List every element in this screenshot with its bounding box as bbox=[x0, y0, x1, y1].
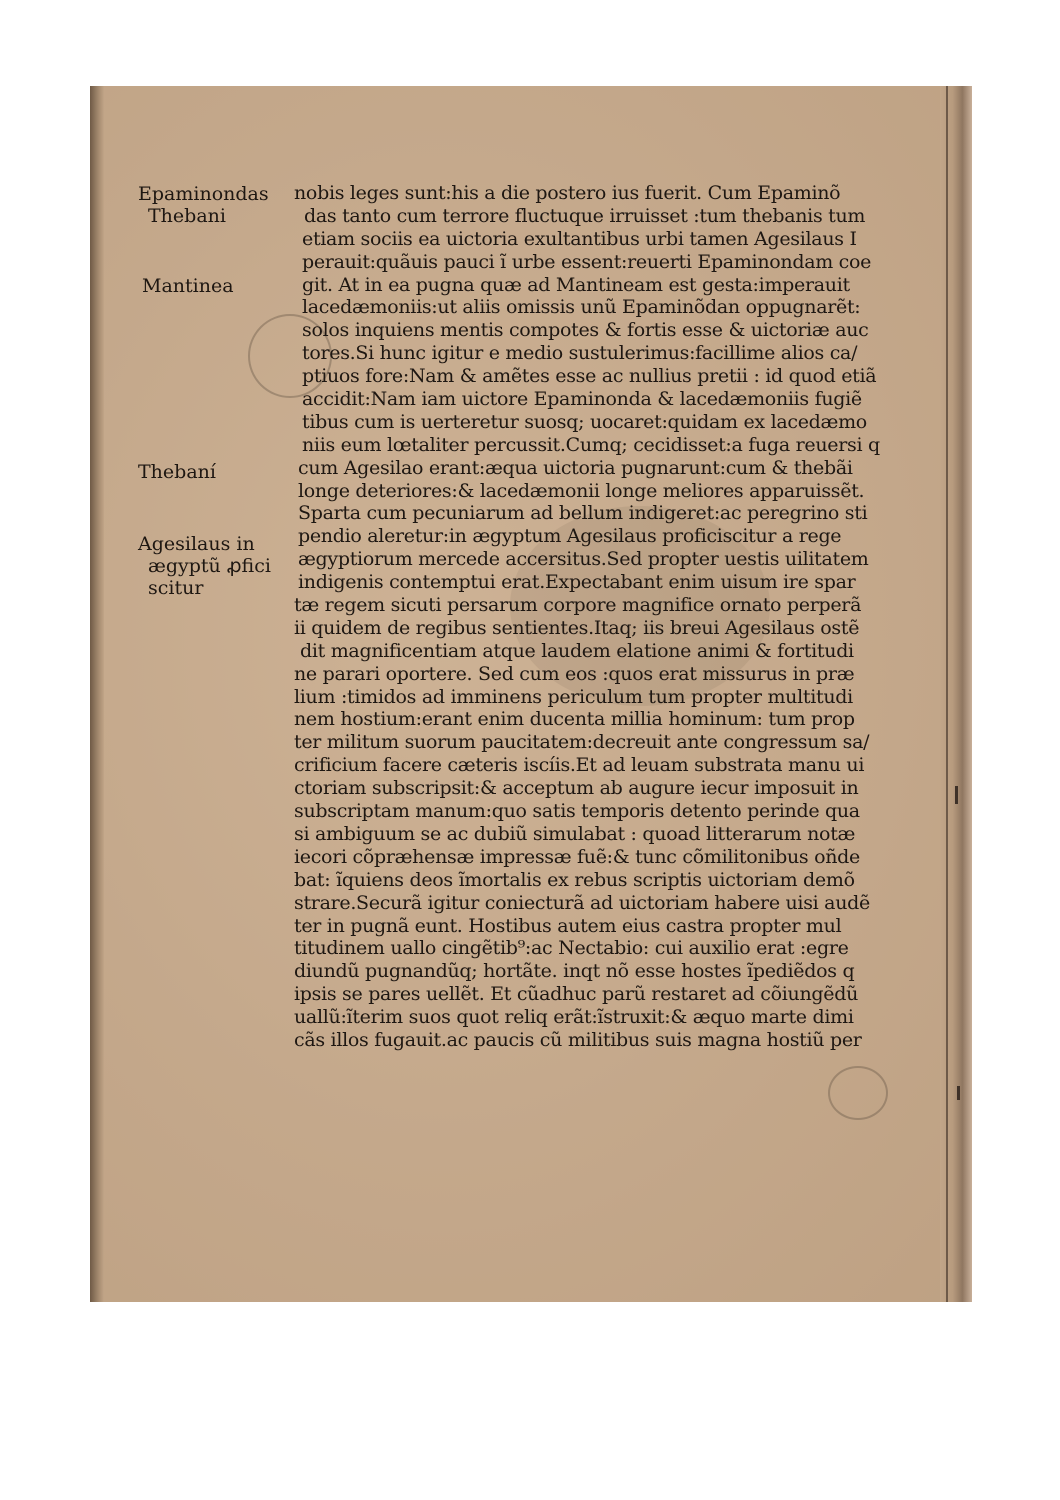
text-line: etiam sociis ea uictoria exultantibus urbi tamen Agesilaus I bbox=[302, 227, 857, 250]
text-line: bat: ĩquiens deos ĩmortalis ex rebus scriptis uictoriam demõ bbox=[294, 868, 855, 891]
text-line: indigenis contemptui erat.Expectabant enim uisum ire spar bbox=[298, 571, 856, 594]
text-line: lium :timidos ad imminens periculum tum propter multitudi bbox=[294, 685, 853, 708]
margin-note-epaminondas: Epaminondas bbox=[138, 183, 269, 205]
text-line: ctoriam subscripsit:& acceptum ab augure iecur imposuit in bbox=[294, 777, 859, 800]
page-edge-mark bbox=[955, 786, 958, 804]
text-line: titudinem uallo cingẽtib⁹:ac Nectabio: cui auxilio erat :egre bbox=[294, 937, 849, 960]
gutter-line bbox=[946, 86, 948, 1302]
text-line: ægyptiorum mercede accersitus.Sed propter uestis uilitatem bbox=[298, 548, 869, 571]
binding-edge bbox=[90, 86, 104, 1302]
text-line: cum Agesilao erant:æqua uictoria pugnarunt:cum & thebãi bbox=[298, 456, 853, 479]
margin-note-aegyptum: ægyptũ ꝓfici bbox=[148, 555, 271, 577]
text-line: ter in pugnã eunt. Hostibus autem eius castra propter mul bbox=[294, 914, 842, 937]
margin-note-mantinea: Mantinea bbox=[142, 275, 234, 297]
text-line: uallũ:ĩterim suos quot reliq erãt:ĩstruxit:& æquo marte dimi bbox=[294, 1006, 854, 1029]
margin-note-scitur: scitur bbox=[148, 577, 204, 599]
book-page bbox=[90, 86, 972, 1302]
text-line: crificium facere cæteris iscíis.Et ad leuam substrata manu ui bbox=[294, 754, 865, 777]
text-line: ii quidem de regibus sentientes.Itaq; iis breui Agesilaus ostẽ bbox=[294, 616, 860, 639]
text-line: pendio aleretur:in ægyptum Agesilaus proficiscitur a rege bbox=[298, 525, 842, 548]
page-edge-mark-2 bbox=[957, 1086, 960, 1100]
text-line: tibus cum is uerteretur suosq; uocaret:quidam ex lacedæmo bbox=[302, 410, 867, 433]
text-line: ter militum suorum paucitatem:decreuit ante congressum sa/ bbox=[294, 731, 870, 754]
text-line: lacedæmoniis:ut aliis omissis unũ Epaminõdan oppugnarẽt: bbox=[302, 296, 861, 319]
text-line: git. At in ea pugna quæ ad Mantineam est gesta:imperauit bbox=[302, 273, 850, 296]
text-line: longe deteriores:& lacedæmonii longe meliores apparuissẽt. bbox=[298, 479, 865, 502]
text-line: si ambiguum se ac dubiũ simulabat : quoad litterarum notæ bbox=[294, 822, 856, 845]
page-edge-shadow bbox=[940, 86, 972, 1302]
library-stamp-mark-2 bbox=[828, 1066, 888, 1120]
text-line: accidit:Nam iam uictore Epaminonda & lacedæmoniis fugiẽ bbox=[302, 388, 862, 411]
text-line: niis eum lœtaliter percussit.Cumq; cecidisset:a fuga reuersi q bbox=[302, 433, 880, 456]
text-line: diundũ pugnandũq; hortãte. inqt nõ esse hostes ĩpediẽdos q bbox=[294, 960, 855, 983]
text-line: strare.Securã igitur coniecturã ad uictoriam habere uisi audẽ bbox=[294, 891, 870, 914]
text-line: nem hostium:erant enim ducenta millia hominum: tum prop bbox=[294, 708, 855, 731]
text-line: solos inquiens mentis compotes & fortis esse & uictoriæ auc bbox=[302, 319, 869, 342]
text-line: ipsis se pares uellẽt. Et cũadhuc parũ restaret ad cõiungẽdũ bbox=[294, 983, 859, 1006]
margin-note-thebani-2: Thebaní bbox=[138, 461, 216, 483]
main-text-column bbox=[294, 182, 908, 1052]
margin-note-agesilaus: Agesilaus in bbox=[138, 533, 255, 555]
margin-note-thebani: Thebani bbox=[148, 205, 226, 227]
text-line: cãs illos fugauit.ac paucis cũ militibus suis magna hostiũ per bbox=[294, 1028, 862, 1051]
text-line: tores.Si hunc igitur e medio sustulerimus:facillime alios ca/ bbox=[302, 342, 858, 365]
text-line: subscriptam manum:quo satis temporis detento perinde qua bbox=[294, 800, 860, 823]
text-line: perauit:quãuis pauci ĩ urbe essent:reuerti Epaminondam coe bbox=[302, 250, 872, 273]
text-line: tæ regem sicuti persarum corpore magnifice ornato perperã bbox=[294, 594, 862, 617]
text-line: ne parari oportere. Sed cum eos :quos erat missurus in præ bbox=[294, 662, 855, 685]
text-line: iecori cõpræhensæ impressæ fuẽ:& tunc cõmilitonibus oñde bbox=[294, 845, 860, 868]
text-line: ptiuos fore:Nam & amẽtes esse ac nullius pretii : id quod etiã bbox=[302, 365, 877, 388]
text-line: dit magnificentiam atque laudem elatione animi & fortitudi bbox=[300, 639, 854, 662]
text-line: nobis leges sunt:his a die postero ius fuerit. Cum Epaminõ bbox=[294, 182, 841, 204]
text-line: das tanto cum terrore fluctuque irruisset :tum thebanis tum bbox=[304, 204, 866, 227]
text-line: Sparta cum pecuniarum ad bellum indigeret:ac peregrino sti bbox=[298, 502, 868, 525]
